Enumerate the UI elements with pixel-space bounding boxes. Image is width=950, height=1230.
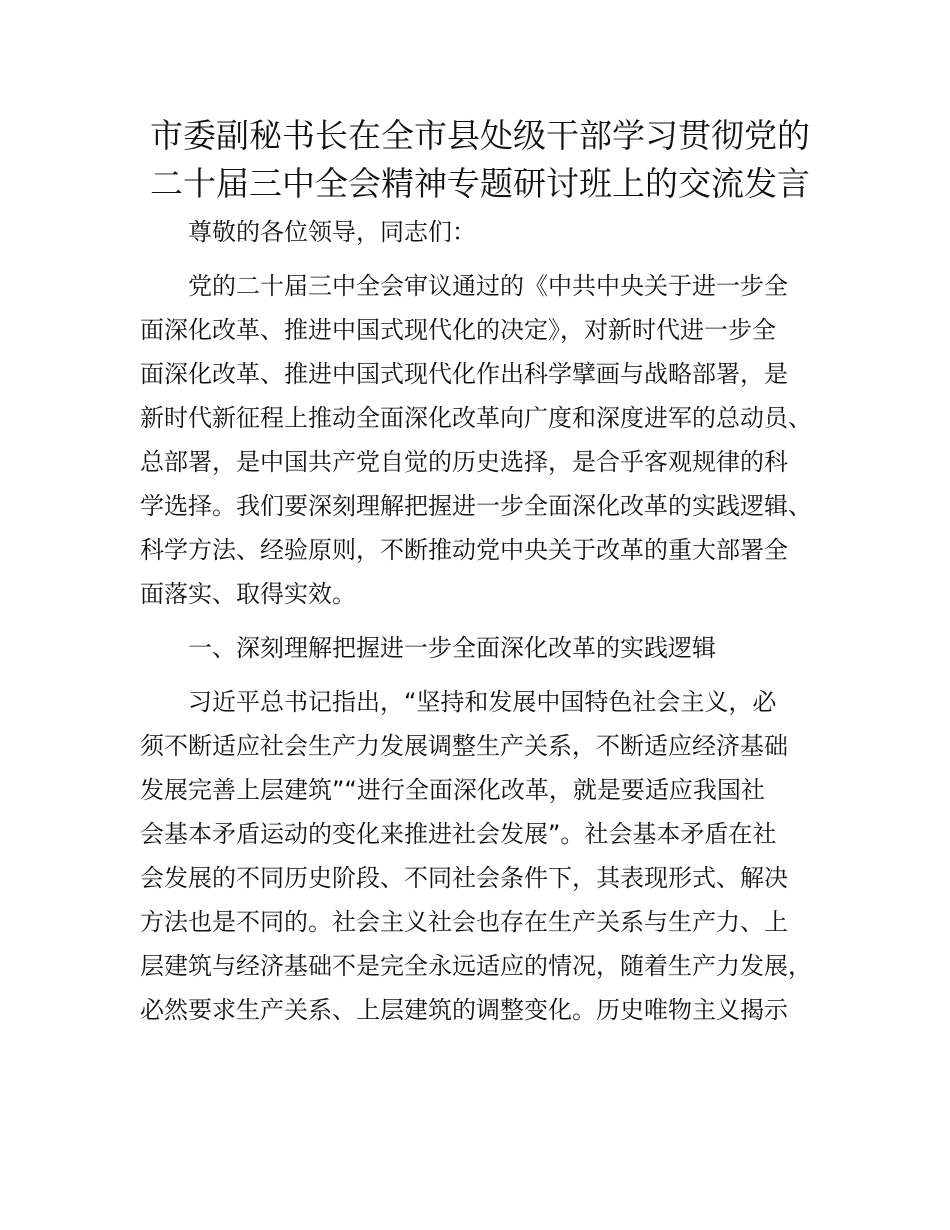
paragraph-line: 发展完善上层建筑”“进行全面深化改革，就是要适应我国社 xyxy=(140,776,765,804)
salutation xyxy=(140,210,830,254)
title-line: 市委副秘书长在全市县处级干部学习贯彻党的 xyxy=(150,116,810,155)
paragraph-line: 必然要求生产关系、上层建筑的调整变化。历史唯物主义揭示 xyxy=(140,996,788,1024)
paragraph-intro xyxy=(140,264,830,616)
paragraph-line: 总部署，是中国共产党自觉的历史选择，是合乎客观规律的科 xyxy=(140,448,788,476)
paragraph-line: 会基本矛盾运动的变化来推进社会发展”。社会基本矛盾在社 xyxy=(140,820,777,848)
paragraph-line: 层建筑与经济基础不是完全永远适应的情况，随着生产力发展， xyxy=(140,952,812,980)
paragraph-practice-logic xyxy=(140,680,830,1032)
paragraph-line: 面深化改革、推进中国式现代化作出科学擘画与战略部署，是 xyxy=(140,360,788,388)
paragraph-line: 学选择。我们要深刻理解把握进一步全面深化改革的实践逻辑、 xyxy=(140,492,812,520)
paragraph-line: 须不断适应社会生产力发展调整生产关系，不断适应经济基础 xyxy=(140,732,788,760)
salutation-text: 尊敬的各位领导，同志们： xyxy=(188,218,476,246)
document-body xyxy=(140,210,830,1032)
section-heading xyxy=(140,626,830,670)
paragraph-line: 习近平总书记指出，“坚持和发展中国特色社会主义，必 xyxy=(188,688,777,716)
title-line: 二十届三中全会精神专题研讨班上的交流发言 xyxy=(150,164,810,203)
document-title xyxy=(140,112,820,208)
paragraph-line: 党的二十届三中全会审议通过的《中共中央关于进一步全 xyxy=(188,272,788,300)
paragraph-line: 面深化改革、推进中国式现代化的决定》，对新时代进一步全 xyxy=(140,316,776,344)
paragraph-line: 会发展的不同历史阶段、不同社会条件下，其表现形式、解决 xyxy=(140,864,788,892)
section-heading-text: 一、深刻理解把握进一步全面深化改革的实践逻辑 xyxy=(188,634,716,662)
paragraph-line: 新时代新征程上推动全面深化改革向广度和深度进军的总动员、 xyxy=(140,404,812,432)
paragraph-line: 面落实、取得实效。 xyxy=(140,580,356,608)
paragraph-line: 科学方法、经验原则，不断推动党中央关于改革的重大部署全 xyxy=(140,536,788,564)
paragraph-line: 方法也是不同的。社会主义社会也存在生产关系与生产力、上 xyxy=(140,908,788,936)
